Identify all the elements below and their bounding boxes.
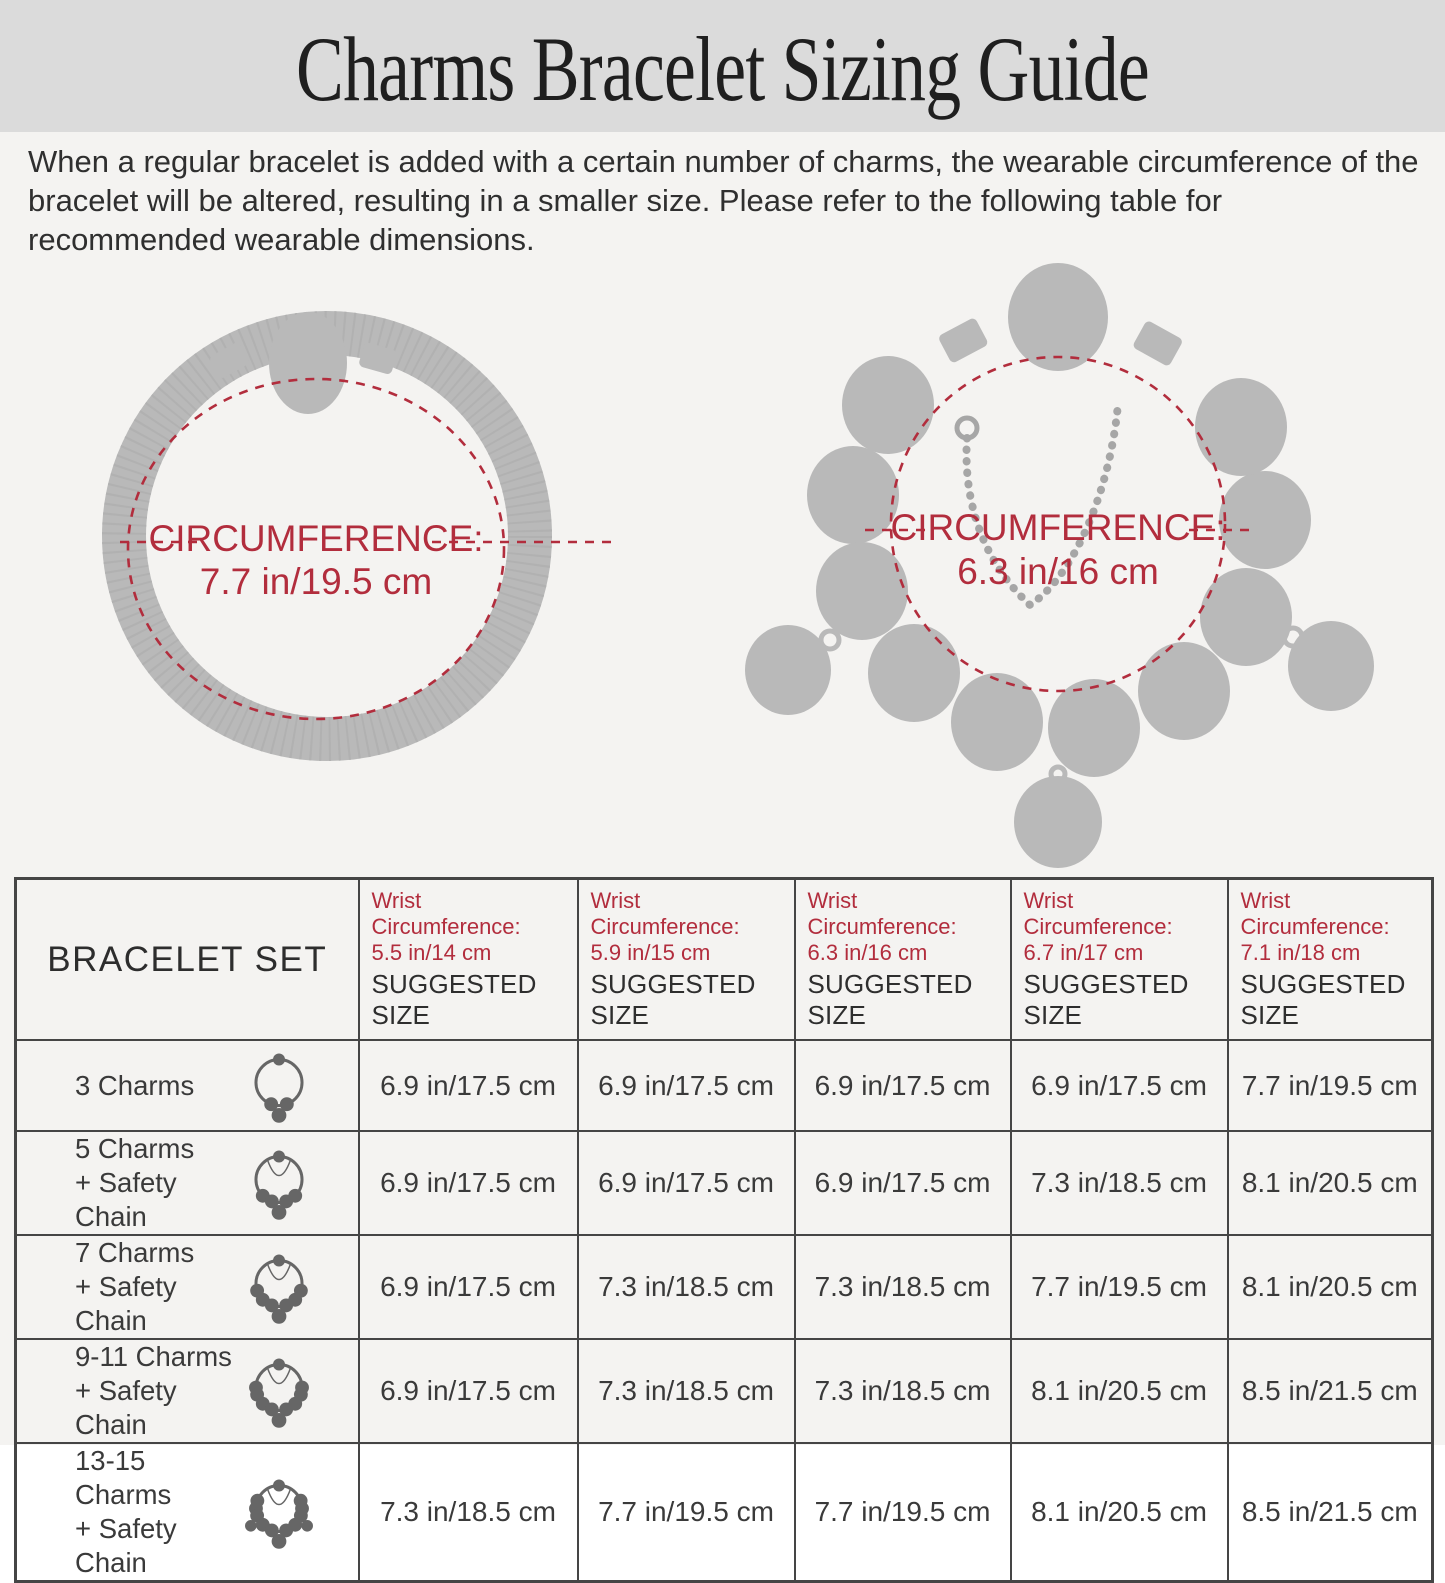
- table-row: [16, 1443, 1433, 1582]
- circumference-label: CIRCUMFERENCE:: [148, 518, 484, 559]
- clasp-icon: [269, 312, 347, 414]
- sizing-table: [14, 877, 1434, 1583]
- size-value: 6.9 in/17.5 cm: [359, 1040, 578, 1131]
- bracelet-7-charms-icon: [242, 1249, 316, 1325]
- circumference-label: CIRCUMFERENCE:: [890, 507, 1226, 548]
- size-column-header: Wrist Circumference: 6.3 in/16 cm SUGGESTED SIZE: [795, 879, 1011, 1041]
- dangling-charm-bottom: [1014, 776, 1102, 868]
- bracelet-set-label: 3 Charms: [75, 1069, 195, 1101]
- size-value: 7.3 in/18.5 cm: [578, 1339, 795, 1443]
- dangling-charm-left: [745, 625, 831, 715]
- size-value: 7.3 in/18.5 cm: [359, 1443, 578, 1582]
- clasp-right-icon: [1132, 320, 1184, 367]
- table-row: [16, 1235, 1433, 1339]
- bracelet-9-11-charms-icon: [242, 1353, 316, 1429]
- size-column-header: Wrist Circumference: 6.7 in/17 cm SUGGESTED SIZE: [1011, 879, 1228, 1041]
- table-row: [16, 1040, 1433, 1131]
- bracelet-set-label: 7 Charms + Safety Chain: [75, 1237, 195, 1336]
- size-column-header: Wrist Circumference: 5.9 in/15 cm SUGGESTED SIZE: [578, 879, 795, 1041]
- bracelet-set-label: 5 Charms + Safety Chain: [75, 1133, 195, 1232]
- charm-bracelet-diagram: [715, 262, 1405, 872]
- size-value: 7.3 in/18.5 cm: [1011, 1131, 1228, 1235]
- circumference-value: 7.7 in/19.5 cm: [199, 561, 433, 602]
- size-value: 8.1 in/20.5 cm: [1228, 1131, 1433, 1235]
- size-value: 6.9 in/17.5 cm: [359, 1235, 578, 1339]
- circumference-value: 6.3 in/16 cm: [957, 551, 1159, 592]
- size-value: 7.7 in/19.5 cm: [795, 1443, 1011, 1582]
- size-value: 7.7 in/19.5 cm: [578, 1443, 795, 1582]
- size-value: 8.1 in/20.5 cm: [1011, 1339, 1228, 1443]
- plain-bracelet-diagram: [55, 270, 695, 790]
- size-value: 7.3 in/18.5 cm: [795, 1235, 1011, 1339]
- size-value: 6.9 in/17.5 cm: [578, 1040, 795, 1131]
- size-value: 7.3 in/18.5 cm: [578, 1235, 795, 1339]
- title-band: [0, 0, 1445, 132]
- size-value: 6.9 in/17.5 cm: [359, 1131, 578, 1235]
- bracelet-3-charms-icon: [242, 1048, 316, 1124]
- bracelet-set-label: 13-15 Charms + Safety Chain: [75, 1445, 177, 1578]
- size-value: 6.9 in/17.5 cm: [795, 1040, 1011, 1131]
- bracelet-set-label: 9-11 Charms + Safety Chain: [75, 1341, 232, 1440]
- size-value: 7.7 in/19.5 cm: [1228, 1040, 1433, 1131]
- size-value: 8.5 in/21.5 cm: [1228, 1443, 1433, 1582]
- size-value: 6.9 in/17.5 cm: [578, 1131, 795, 1235]
- size-value: 6.9 in/17.5 cm: [1011, 1040, 1228, 1131]
- size-value: 7.3 in/18.5 cm: [795, 1339, 1011, 1443]
- bracelet-set-header: BRACELET SET: [16, 879, 359, 1041]
- dangling-charm-right: [1288, 621, 1374, 711]
- size-value: 7.7 in/19.5 cm: [1011, 1235, 1228, 1339]
- bracelet-5-charms-icon: [242, 1145, 316, 1221]
- size-column-header: Wrist Circumference: 5.5 in/14 cm SUGGESTED SIZE: [359, 879, 578, 1041]
- size-value: 8.5 in/21.5 cm: [1228, 1339, 1433, 1443]
- size-value: 8.1 in/20.5 cm: [1228, 1235, 1433, 1339]
- bracelet-13-15-charms-icon: [242, 1474, 316, 1550]
- table-row: [16, 1339, 1433, 1443]
- size-value: 6.9 in/17.5 cm: [795, 1131, 1011, 1235]
- size-column-header: Wrist Circumference: 7.1 in/18 cm SUGGESTED SIZE: [1228, 879, 1433, 1041]
- page-title: Charms Bracelet Sizing Guide: [295, 18, 1150, 120]
- clasp-left-icon: [937, 317, 989, 364]
- table-row: [16, 1131, 1433, 1235]
- size-value: 8.1 in/20.5 cm: [1011, 1443, 1228, 1582]
- table-header-row: [16, 879, 1433, 1041]
- size-value: 6.9 in/17.5 cm: [359, 1339, 578, 1443]
- intro-paragraph: When a regular bracelet is added with a certain number of charms, the wearable circumference of the bracelet will be altered, resulting in a smaller size. Please refer to the following table for recommended wearable dimensions.: [28, 144, 1419, 257]
